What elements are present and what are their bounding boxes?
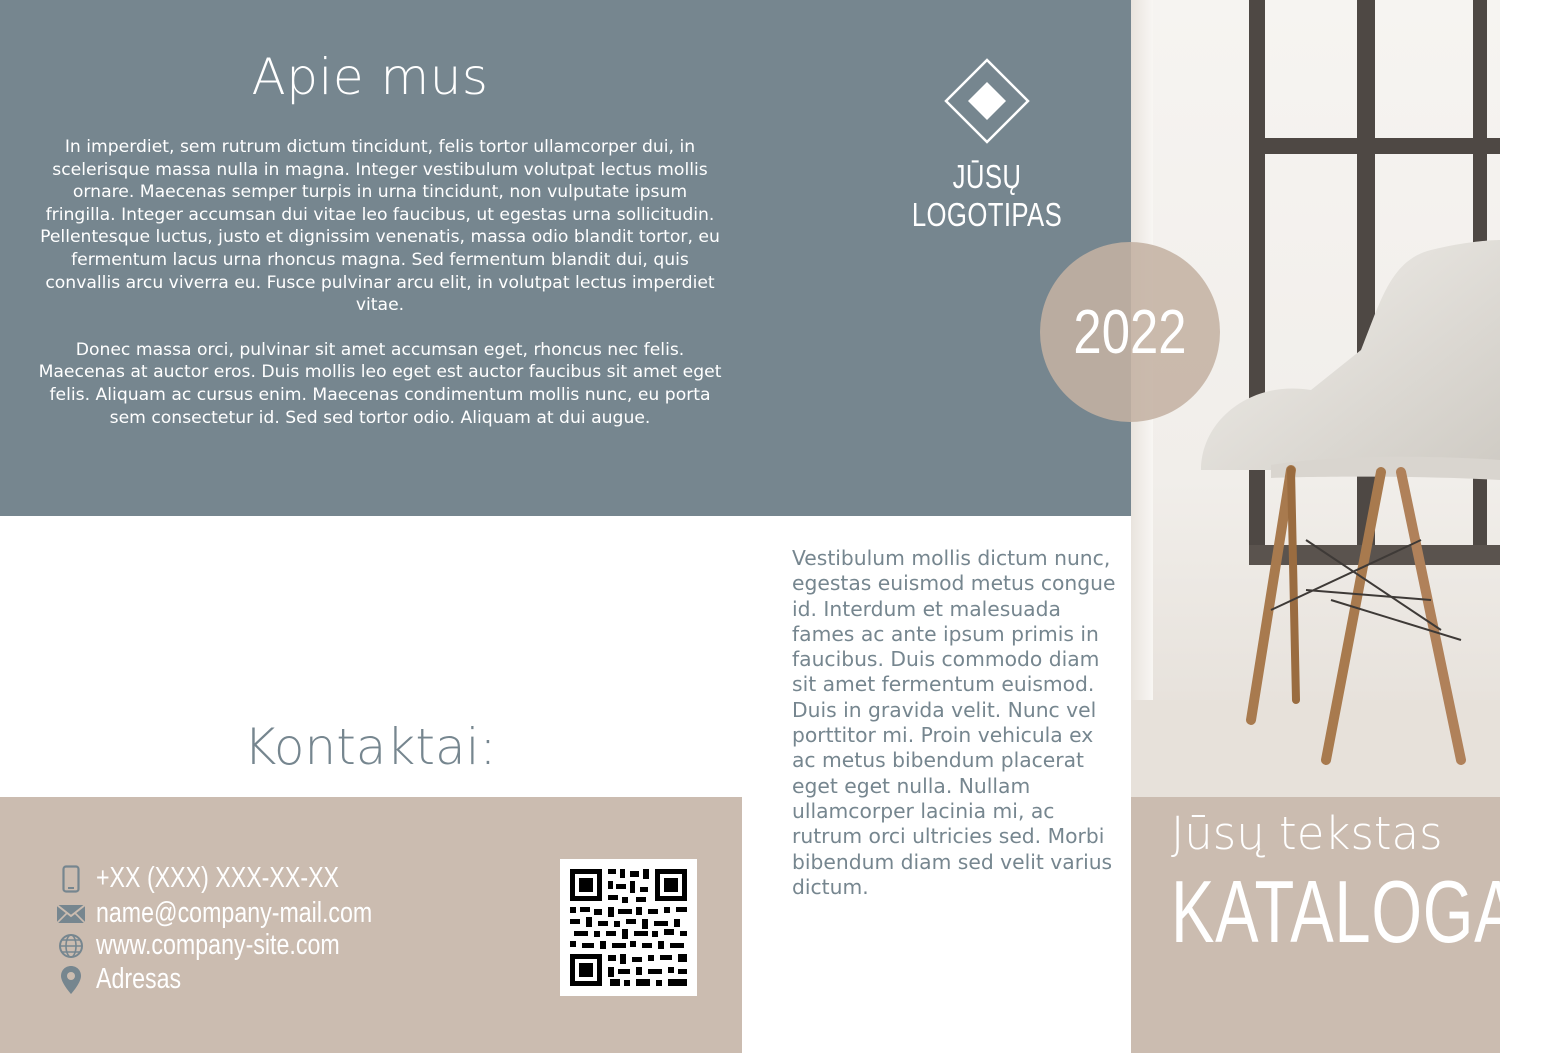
cover-panel: [1131, 797, 1562, 1053]
diamond-icon: [944, 58, 1030, 144]
address-text: Adresas: [96, 963, 182, 995]
contact-phone: [55, 862, 400, 895]
phone-text: +XX (XXX) XXX-XX-XX: [96, 862, 340, 894]
middle-paragraph: Vestibulum mollis dictum nunc, egestas euismod metus congue id. Interdum et malesuada fames ac ante ipsum primis in faucibus. Duis commodo diam sit amet fermentum euismod. Duis in gravida velit. Nunc vel porttitor mi. Proin vehicula ex ac metus bibendum placerat eget eget nulla. Nullam ullamcorper lacinia mi, ac rutrum orci ultricies sed. Morbi bibendum diam sed velit varius dictum.: [792, 546, 1116, 899]
about-paragraph-1: In imperdiet, sem rutrum dictum tincidunt, felis tortor ullamcorper dui, in scelerisque massa nulla in magna. Integer vestibulum volutpat lectus mollis ornare. Maecenas semper turpis in urna tincidunt, non vulputate ipsum fringilla. Integer accumsan dui vitae leo faucibus, ut egestas urna sollicitudin. Pellentesque luctus, justo et dignissim venenatis, massa odio blandit tortor, eu fermentum lacus urna rhoncus magna. Sed fermentum blandit dui, quis convallis arcu viverra eu. Fusce pulvinar arcu elit, in volutpat lectus imperdiet vitae.: [40, 137, 720, 316]
website-text: www.company-site.com: [96, 929, 340, 961]
contact-website: [55, 929, 401, 962]
about-panel: [0, 0, 1131, 516]
about-title: Apie mus: [251, 48, 489, 106]
logo-text: JŪSŲ LOGOTIPAS: [911, 158, 1063, 233]
contacts-title: Kontaktai:: [243, 718, 497, 776]
year-text: 2022: [1073, 297, 1187, 367]
contact-email: [55, 897, 441, 930]
globe-icon: [55, 931, 87, 961]
location-pin-icon: [55, 965, 87, 995]
qr-code: [560, 859, 697, 996]
cover-title: KATALOGAS: [1171, 862, 1562, 961]
about-text: [36, 136, 724, 451]
contact-address: [55, 963, 202, 996]
mail-icon: [55, 899, 87, 929]
year-badge: [1040, 242, 1220, 422]
phone-icon: [55, 864, 87, 894]
email-text: name@company-mail.com: [96, 897, 373, 929]
cover-subtitle: Jūsų tekstas: [1171, 807, 1443, 860]
about-paragraph-2: Donec massa orci, pulvinar sit amet accumsan eget, rhoncus nec felis. Maecenas at auctor eros. Duis mollis leo eget est auctor faucibus sit amet eget felis. Aliquam ac cursus enim. Maecenas condimentum mollis nunc, eu porta sem consectetur id. Sed sed tortor odio. Aliquam at dui augue.: [38, 339, 722, 428]
